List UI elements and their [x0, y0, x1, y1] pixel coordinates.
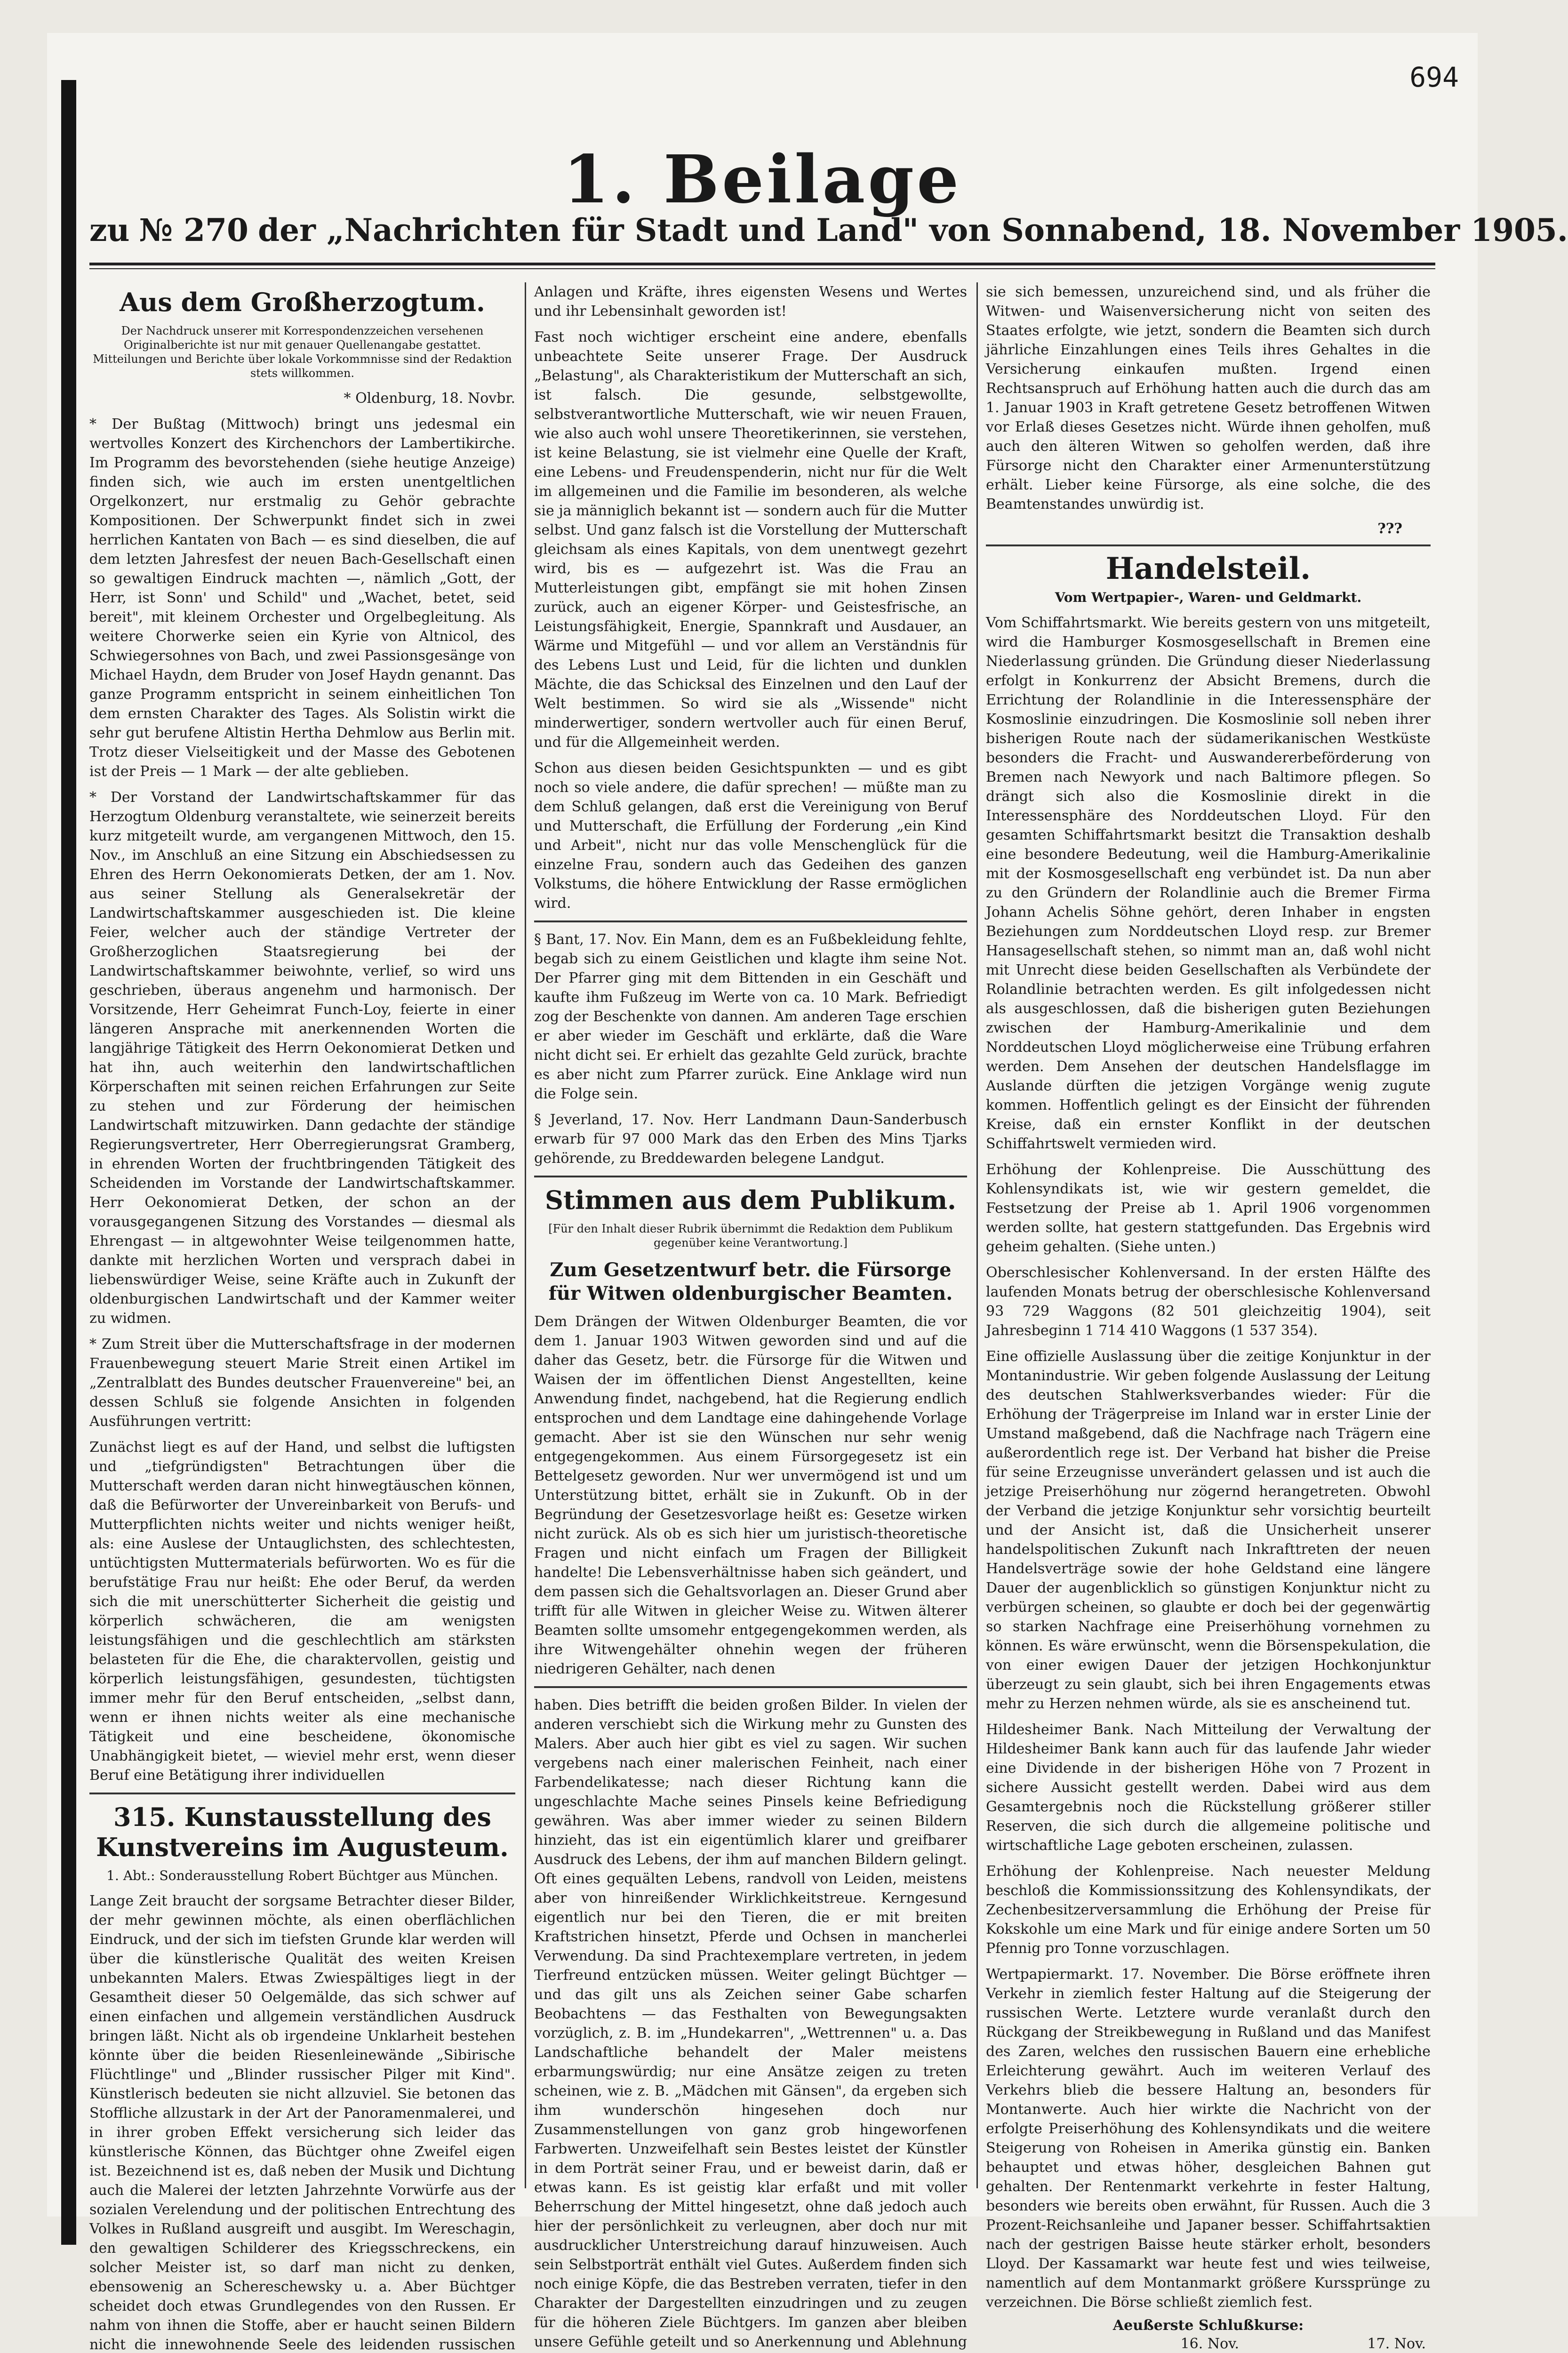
- handelsteil-subtitle: Vom Wertpapier-, Waren- und Geldmarkt.: [1055, 590, 1362, 605]
- article-paragraph: Wertpapiermarkt. 17. November. Die Börse eröffnete ihren Verkehr in ziemlich fester Haltung auf die Steigerung der russischen Werte. Letztere wurde veranlaßt durch den Rückgang der Streikbewegung in Rußland und das Manifest des Zaren, welches den russischen Bauern eine erhebliche Erleichterung gewährt. Auch im weiteren Verlauf des Verkehrs blieb die bessere Haltung an, besonders für Montanwerte. Auch hier wirkte die Nachricht von der erfolgte Preiserhöhung des Kohlensyndikats und die weitere Steigerung von Roheisen in Amerika günstig ein. Banken behauptet und etwas höher, desgleichen Bahnen gut gehalten. Der Rentenmarkt verkehrte in fester Haltung, besonders wie bereits oben erwähnt, für Russen. Auch die 3 Prozent-Reichsanleihe und Japaner besser. Schiffahrtsaktien nach der gestrigen Baisse heute stärker erholt, besonders Lloyd. Der Kassamarkt war heute fest und wies teilweise, namentlich auf dem Montanmarkt größere Kurssprünge zu verzeichnen. Die Börse schließt ziemlich fest.: [986, 1966, 1431, 2311]
- section-rule: [534, 1176, 967, 1177]
- exhibition-subtitle: 1. Abt.: Sonderausstellung Robert Büchtger aus München.: [106, 1868, 498, 1883]
- page-number: 694: [1409, 61, 1459, 93]
- supplement-title: 1. Beilage: [563, 141, 962, 218]
- article-paragraph: § Bant, 17. Nov. Ein Mann, dem es an Fußbekleidung fehlte, begab sich zu einem Geistlichen und klagte ihm seine Not. Der Pfarrer ging mit dem Bittenden in ein Geschäft und kaufte ihm Fußzeug im Werte von ca. 10 Mark. Befriedigt zog der Beschenkte von dannen. Am anderen Tage erschien er aber wieder im Geschäft und erklärte, daß die Ware nicht dicht sei. Er erhielt das gezahlte Geld zurück, brachte es aber nicht zum Pfarrer zurück. Eine Anklage wird nun die Folge sein.: [534, 931, 967, 1102]
- newspaper-page: [47, 33, 1568, 2353]
- editorial-disclaimer: [Für den Inhalt dieser Rubrik übernimmt die Redaktion dem Publikum gegenüber keine Verantwortung.]: [548, 1222, 953, 1249]
- column-2: [534, 282, 967, 2350]
- article-paragraph: Fast noch wichtiger erscheint eine andere, ebenfalls unbeachtete Seite unserer Frage. Der Ausdruck „Belastung", als Charakteristikum der Mutterschaft an sich, ist falsch. Die gesunde, selbstgewollte, selbstverantwortliche Mutterschaft, wie wir neuen Frauen, wie also auch wohl unsere Theoretikerinnen, sie verstehen, ist keine Belastung, sie ist vielmehr eine Quelle der Kraft, eine Lebens- und Freudenspenderin, nicht nur für die Welt im allgemeinen und die Familie im besonderen, als welche sie ja männiglich bekannt ist — sondern auch für die Mutter selbst. Und ganz falsch ist die Vorstellung der Mutterschaft gleichsam als eines Kapitals, von dem unentwegt gezehrt wird, bis es — aufgezehrt ist. Was die Frau an Mutterleistungen gibt, empfängt sie mit hohen Zinsen zurück, auch an eigener Körper- und Geistesfrische, an Leistungsfähigkeit, Energie, Spannkraft und Ausdauer, an Wärme und Mitgefühl — und vor allem an Verständnis für des Lebens Lust und Leid, für die lichten und dunklen Mächte, die das Schicksal des Einzelnen und den Lauf der Welt bestimmen. So wird sie als „Wissende" nicht minderwertiger, sondern wertvoller auch für einen Beruf, und für die Allgemeinheit werden.: [534, 329, 967, 751]
- article-paragraph: Schon aus diesen beiden Gesichtspunkten — und es gibt noch so viele andere, die dafür sprechen! — müßte man zu dem Schluß gelangen, daß erst die Vereinigung von Beruf und Mutterschaft, die Erfüllung der Forderung „ein Kind und Arbeit", nicht nur das volle Menschenglück für die einzelne Frau, sondern auch das Gedeihen des ganzen Volkstums, die höhere Entwicklung der Rasse ermöglichen wird.: [534, 760, 967, 912]
- article-paragraph: Dem Drängen der Witwen Oldenburger Beamten, die vor dem 1. Januar 1903 Witwen geworden sind und auf die daher das Gesetz, betr. die Fürsorge für die Witwen und Waisen der im öffentlichen Dienst Angestellten, keine Anwendung findet, nachgebend, hat die Regierung endlich entsprochen und dem Landtage eine dahingehende Vorlage gemacht. Aber ist sie den Wünschen nur sehr wenig entgegengekommen. Aus einem Fürsorgegesetz ist ein Bettelgesetz geworden. Nur wer unvermögend ist und um Unterstützung bittet, erhält sie in Zukunft. Ob in der Begründung der Gesetzesvorlage heißt es: Gesetze wirken nicht zurück. Als ob es sich hier um juristisch-theoretische Fragen und nicht einfach um Fragen der Billigkeit handelte! Die Lebensverhältnisse haben sich geändert, und dem passen sich die Gehaltsvorlagen an. Dieser Grund aber trifft für alle Witwen in gleicher Weise zu. Witwen älterer Beamten sollte umsomehr entgegengekommen werden, als ihre Witwengehälter ohnehin wegen der früheren niedrigeren Gehälter, nach denen: [534, 1313, 967, 1677]
- section-rule: [986, 544, 1431, 546]
- article-paragraph: Vom Schiffahrtsmarkt. Wie bereits gestern von uns mitgeteilt, wird die Hamburger Kosmosgesellschaft in Bremen eine Niederlassung gründen. Die Gründung dieser Niederlassung erfolgt in Konkurrenz der Absicht Bremens, durch die Errichtung der Rolandlinie in die Interessensphäre der Kosmoslinie einzudringen. Die Kosmoslinie soll neben ihrer bisherigen Route nach der südamerikanischen Westküste besonders die Fracht- und Auswandererbeförderung von Bremen nach Newyork und nach Baltimore pflegen. So drängt sich also die Kosmoslinie direkt in die Interessensphäre des Norddeutschen Lloyd. Für den gesamten Schiffahrtsmarkt besitzt die Transaktion deshalb eine besondere Bedeutung, weil die Hamburg-Amerikalinie mit der Kosmosgesellschaft eng verbündet ist. Da nun aber zu den Gründern der Rolandlinie auch die Bremer Firma Johann Achelis Söhne gehört, deren Inhaber in engsten Beziehungen zum Norddeutschen Lloyd resp. zur Bremer Hansagesellschaft stehen, so nimmt man an, daß wohl nicht mit Unrecht diese beiden Gesellschaften als Verbündete der Rolandlinie betrachten werden. Es gilt infolgedessen nicht als ausgeschlossen, daß die bisherigen guten Beziehungen zwischen der Hamburg-Amerikalinie und dem Norddeutschen Lloyd möglicherweise eine Trübung erfahren werden. Dem Ansehen der deutschen Handelsflagge im Auslande dürften die jetzigen Vorgänge wenig zugute kommen. Hoffentlich gelingt es der Einsicht der führenden Kreise, daß ein ernster Konflikt in der deutschen Schiffahrtswelt vermieden wird.: [986, 615, 1431, 1152]
- article-paragraph: Oberschlesischer Kohlenversand. In der ersten Hälfte des laufenden Monats betrug der oberschlesische Kohlenversand 93 729 Waggons (82 501 gleichzeitig 1904), seit Jahresbeginn 1 714 410 Waggons (1 537 354).: [986, 1265, 1431, 1339]
- article-paragraph: * Der Bußtag (Mittwoch) bringt uns jedesmal ein wertvolles Konzert des Kirchenchors der Lambertikirche. Im Programm des bevorstehenden (siehe heutige Anzeige) finden sich, wie auch im ersten unentgeltlichen Orgelkonzert, nur erstmalig zu Gehör gebrachte Kompositionen. Der Schwerpunkt findet sich in zwei herrlichen Kantaten von Bach — es sind dieselben, die auf dem letzten Jahresfest der neuen Bach-Gesellschaft einen so gewaltigen Eindruck machten —, nämlich „Gott, der Herr, ist Sonn' und Schild" und „Wachet, betet, seid bereit", mit kleinem Orchester und Orgelbegleitung. Als weitere Chorwerke seien ein Kyrie von Altnicol, des Schwiegersohnes von Bach, und zwei Passionsgesänge von Michael Haydn, dem Bruder von Josef Haydn genannt. Das ganze Programm entspricht in seinem einheitlichen Ton dem ernsten Charakter des Tages. Als Solistin wirkt die sehr gut berufene Altistin Hertha Dehmlow aus Berlin mit. Trotz dieser Vielseitigkeit und der Masse des Gebotenen ist der Preis — 1 Mark — der alte geblieben.: [89, 416, 515, 780]
- header-rule: [89, 263, 1435, 265]
- article-paragraph: Eine offizielle Auslassung über die zeitige Konjunktur in der Montanindustrie. Wir geben folgende Auslassung der Leitung des deutschen Stahlwerksverbandes wieder: Für die Erhöhung der Trägerpreise im Inland war in erster Linie der Umstand maßgebend, daß die Nachfrage nach Trägern eine außerordentlich rege ist. Der Verband hat bisher die Preise für seine Erzeugnisse unverändert gelassen und ist auch die jetzige Preiserhöhung nur zögernd herangetreten. Obwohl der Verband die jetzige Konjunktur sehr vorsichtig beurteilt und der Ansicht ist, daß die Unsicherheit unserer handelspolitischen Zukunft nach Inkrafttreten der neuen Handelsverträge sowie der hohe Geldstand eine längere Dauer der augenblicklich so günstigen Konjunktur nicht zu verbürgen scheinen, so glaubte er doch bei der gegenwärtig so starken Nachfrage eine Preiserhöhung vornehmen zu können. Es wäre erwünscht, wenn die Börsenspekulation, die von einer ewigen Dauer der jetzigen Hochkonjunktur überzeugt zu sein glaubt, sich bei ihren Engagements etwas mehr zu Herzen nehmen würde, als sie es anscheinend tut.: [986, 1348, 1431, 1712]
- column-3: [986, 282, 1431, 2352]
- kurse-title: Aeußerste Schlußkurse:: [1112, 2317, 1304, 2334]
- section-heading-grossherzogtum: Aus dem Großherzogtum.: [120, 287, 485, 317]
- issue-line: [89, 212, 1568, 248]
- column-1: [89, 282, 515, 2353]
- issue-rest: der „Nachrichten für Stadt und Land" von Sonnabend, 18. November 1905.: [257, 212, 1568, 248]
- header-rule-thin: [89, 268, 1435, 269]
- article-paragraph: * Zum Streit über die Mutterschaftsfrage in der modernen Frauenbewegung steuert Marie Streit einen Artikel im „Zentralblatt des Bundes deutscher Frauenvereine" bei, an dessen Schluß sie folgende Ansichten in folgenden Ausführungen vertritt:: [89, 1336, 515, 1430]
- article-paragraph: Hildesheimer Bank. Nach Mitteilung der Verwaltung der Hildesheimer Bank kann auch für das laufende Jahr wieder eine Dividende in der bisherigen Höhe von 7 Prozent in sichere Aussicht gestellt werden. Dabei wird aus dem Gesamtergebnis noch die Rückstellung größerer stiller Reserven, die sich durch die allgemeine politische und wirtschaftliche Lage geboten erscheinen, zulassen.: [986, 1721, 1431, 1854]
- section-heading-kunstausstellung: 315. Kunstausstellung des Kunstvereins im Augusteum.: [96, 1802, 509, 1862]
- section-rule: [534, 920, 967, 922]
- article-paragraph: Erhöhung der Kohlenpreise. Die Ausschüttung des Kohlensyndikats ist, wie wir gestern gemeldet, die Festsetzung der Preise ab 1. April 1906 vorgenommen werden sollte, hat gestern stattgefunden. Das Ergebnis wird geheim gehalten. (Siehe unten.): [986, 1161, 1431, 1255]
- article-paragraph: * Der Vorstand der Landwirtschaftskammer für das Herzogtum Oldenburg veranstaltete, wie seinerzeit bereits kurz mitgeteilt wurde, am vergangenen Mittwoch, den 15. Nov., im Anschluß an eine Sitzung ein Abschiedsessen zu Ehren des Herrn Oekonomierats Detken, der am 1. Nov. aus seiner Stellung als Generalsekretär der Landwirtschaftskammer ausgeschieden ist. Die kleine Feier, welcher auch der ständige Vertreter der Großherzoglichen Staatsregierung bei der Landwirtschaftskammer beiwohnte, verlief, so wird uns geschrieben, überaus angenehm und harmonisch. Der Vorsitzende, Herr Geheimrat Funch-Loy, feierte in einer längeren Ansprache mit anerkennenden Worten die langjährige Tätigkeit des Herrn Oekonomierat Detken und hat ihn, auch weiterhin den landwirtschaftlichen Körperschaften mit seinen reichen Erfahrungen zur Seite zu stehen und zur Förderung der heimischen Landwirtschaft mitzuwirken. Dann gedachte der ständige Regierungsvertreter, Herr Oberregierungsrat Gramberg, in ehrenden Worten der fruchtbringenden Tätigkeit des Scheidenden im Vorstande der Landwirtschaftskammer. Herr Oekonomierat Detken, der schon an der vorausgegangenen Sitzung des Vorstandes — diesmal als Ehrengast — in altgewohnter Weise teilgenommen hatte, dankte mit herzlichen Worten und versprach dabei in liebenswürdiger Weise, seine Kräfte auch in Zukunft der oldenburgischen Landwirtschaft und der Kammer weiter zu widmen.: [89, 789, 515, 1327]
- closing-prices-table: [986, 2336, 1431, 2353]
- binding-edge: [61, 80, 76, 2245]
- letter-heading: Zum Gesetzentwurf betr. die Fürsorge für Witwen oldenburgischer Beamten.: [548, 1259, 953, 1305]
- section-heading-handelsteil: Handelsteil.: [1105, 551, 1311, 586]
- article-paragraph: * Oldenburg, 18. Novbr.: [344, 390, 515, 407]
- article-paragraph: haben. Dies betrifft die beiden großen Bilder. In vielen der anderen verschiebt sich die Wirkung mehr zu Gunsten des Malers. Aber auch hier gibt es viel zu sagen. Wir suchen vergebens nach einer malerischen Feinheit, nach einer Farbendelikatesse; nach dieser Richtung kann die ungeschlachte Mache seines Pinsels keine Befriedigung gewähren. Was aber immer wieder zu seinen Bildern hinzieht, das ist ein eigentümlich klarer und greifbarer Ausdruck des Lebens, der ihm auf manchen Bildern gelingt. Oft eines gequälten Lebens, randvoll von Leiden, meistens aber von hinreißender Wirklichkeitstreue. Kerngesund eigentlich nur bei den Tieren, die er mit breiten Kraftstrichen hinsetzt, Pferde und Ochsen in mancherlei Verwendung. Da sind Prachtexemplare vertreten, in jedem Tierfreund entzücken müssen. Weiter gelingt Büchtger — und das gilt uns als Zeichen seiner Gabe scharfen Beobachtens — das Festhalten von Bewegungsakten vorzüglich, z. B. im „Hundekarren", „Wettrennen" u. a. Das Landschaftliche behandelt der Maler meistens erbarmungswürdig; nur eine Ansätze zeigen zu treten scheinen, wie z. B. „Mädchen mit Gänsen", da ergeben sich ihm wunderschön hingesehen doch nur Zusammenstellungen von ganz grob hingeworfenen Farbwerten. Unzweifelhaft sein Bestes leistet der Künstler in dem Porträt seiner Frau, und er beweist darin, daß er etwas kann. Es ist geistig klar erfaßt und mit voller Beherrschung der Mittel hingesetzt, ohne daß jedoch auch hier der persönlichkeit zu verleugnen, aber doch nur mit ausdrucklicher Unterstreichung darauf hinzuweisen. Auch sein Selbstporträt enthält viel Gutes. Außerdem finden sich noch einige Köpfe, die das Bestreben verraten, tiefer in den Charakter der Dargestellten einzudringen und zu zeugen für die höheren Ziele Büchtgers. Im ganzen aber bleiben unsere Gefühle geteilt und so Anerkennung und Ablehnung: [534, 1697, 967, 2350]
- reprint-notice: Der Nachdruck unserer mit Korrespondenzzeichen versehenen Originalberichte ist nur mit genauer Quellenangabe gestattet. Mitteilungen und Berichte über lokale Vorkommnisse sind der Redaktion stets willkommen.: [93, 324, 512, 380]
- article-paragraph: sie sich bemessen, unzureichend sind, und als früher die Witwen- und Waisenversicherung nicht von seiten des Staates erfolgte, wie jetzt, sondern die Beamten sich durch jährliche Einzahlungen eines Teils ihres Gehaltes in die Versicherung einkaufen mußten. Irgend einen Rechtsanspruch auf Erhöhung hatten auch die durch das am 1. Januar 1903 in Kraft getretene Gesetz betroffenen Witwen vor Erlaß dieses Gesetzes nicht. Würde ihnen geholfen, muß auch den älteren Witwen so geholfen werden, daß ihre Fürsorge nicht den Charakter einer Armenunterstützung erhält. Lieber keine Fürsorge, als eine solche, die des Beamtenstandes unwürdig ist.: [986, 284, 1431, 512]
- column-divider: [525, 282, 526, 2188]
- column-header: 16. Nov.: [1180, 2336, 1240, 2352]
- article-paragraph: Erhöhung der Kohlenpreise. Nach neuester Meldung beschloß die Kommissionssitzung des Kohlensyndikats, der Zechenbesitzerversammlung die Erhöhung der Preise für Kokskohle um eine Mark und für einige andere Sorten um 50 Pfennig pro Tonne vorzuschlagen.: [986, 1863, 1431, 1957]
- letter-signature: ???: [1377, 520, 1402, 537]
- section-rule: [89, 1793, 515, 1794]
- column-header: 17. Nov.: [1367, 2336, 1426, 2352]
- issue-number: № 270: [139, 212, 248, 248]
- article-paragraph: Zunächst liegt es auf der Hand, und selbst die luftigsten und „tiefgründigsten" Betrachtungen über die Mutterschaft werden daran nicht hinwegtäuschen können, daß die Befürworter der Unvereinbarkeit von Berufs- und Mutterpflichten nichts weiter und nichts weniger heißt, als: eine Auslese der Untauglichsten, des schlechtesten, untüchtigsten Muttermaterials befürworten. Wo es für die berufstätige Frau nur heißt: Ehe oder Beruf, da werden sich die mit unerschütterter Sicherheit die geistig und körperlich schwächeren, die am wenigsten leistungsfähigen und die geschlechtlich am stärksten belasteten für die Ehe, die charaktervollen, geistig und körperlich leistungsfähigen, gesundesten, tüchtigsten immer mehr für den Beruf entscheiden, „selbst dann, wenn er ihnen nichts weiter als eine mechanische Tätigkeit und eine bescheidene, ökonomische Unabhängigkeit bietet, — wieviel mehr erst, wenn dieser Beruf eine Betätigung ihrer individuellen: [89, 1439, 515, 1784]
- table-header-row: [986, 2336, 1431, 2353]
- article-paragraph: Anlagen und Kräfte, ihres eigensten Wesens und Wertes und ihr Lebensinhalt geworden ist!: [534, 284, 967, 320]
- column-divider: [976, 282, 978, 2188]
- article-paragraph: Lange Zeit braucht der sorgsame Betrachter dieser Bilder, der mehr gewinnen möchte, als einen oberflächlichen Eindruck, und der sich im tiefsten Grunde klar werden will über die künstlerische Qualität des weiten Kreisen unbekannten Malers. Etwas Zwiespältiges liegt in der Gesamtheit dieser 50 Oelgemälde, das sich schwer auf einen einfachen und allgemein verständlichen Ausdruck bringen läßt. Nicht als ob irgendeine Unklarheit bestehen könnte über die beiden Riesenleinewände „Sibirische Flüchtlinge" und „Blinder russischer Pilger mit Kind". Künstlerisch bedeuten sie nicht allzuviel. Sie betonen das Stoffliche allzustark in der Art der Panoramenmalerei, und in ihrer groben Effekt versicherung sich leider das künstlerische Können, das Büchtger ohne Zweifel eigen ist. Bezeichnend ist es, daß neben der Musik und Dichtung auch die Malerei der letzten Jahrzehnte Vorwürfe aus der sozialen Verelendung und der politischen Entrechtung des Volkes in Rußland ausgreift und ausgibt. Im Wereschagin, den gewaltigen Schilderer des Kriegsschreckens, ein solcher Meister ist, so darf man nicht zu denken, ebensowenig an Schereschewsky u. a. Aber Büchtger scheidet doch etwas Grundlegendes von den Russen. Er nahm von ihnen die Stoffe, aber er haucht seinen Bildern nicht die innewohnende Seele des leidenden russischen: [89, 1893, 515, 2353]
- section-heading-stimmen: Stimmen aus dem Publikum.: [545, 1185, 956, 1215]
- section-rule: [534, 1686, 967, 1688]
- issue-prefix: zu: [89, 212, 130, 248]
- article-paragraph: § Jeverland, 17. Nov. Herr Landmann Daun-Sanderbusch erwarb für 97 000 Mark das den Erben des Mins Tjarks gehörende, zu Breddewarden belegene Landgut.: [534, 1112, 967, 1167]
